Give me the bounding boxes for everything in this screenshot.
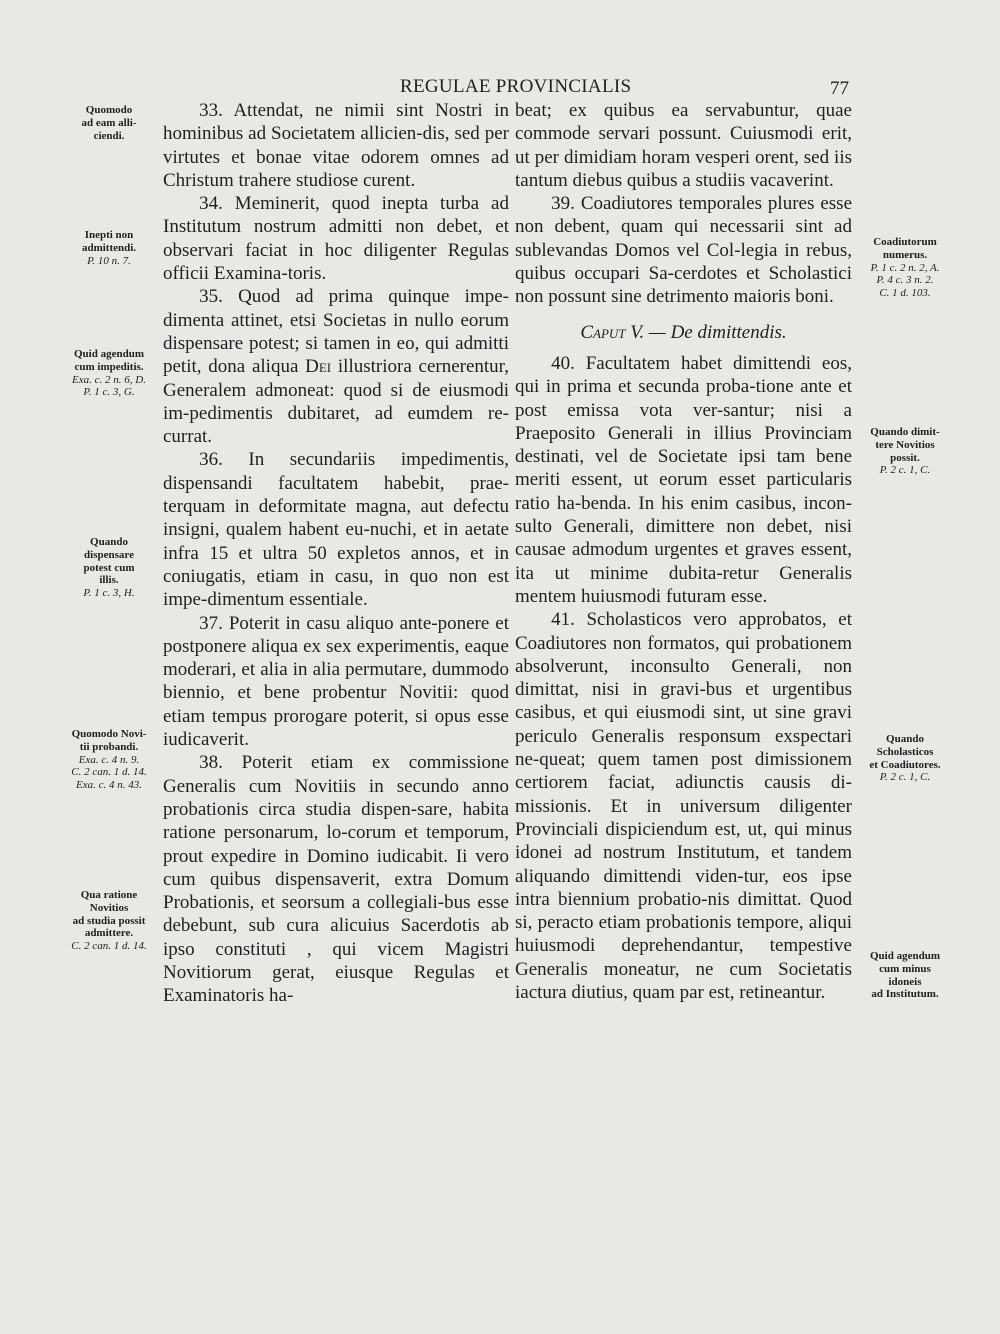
note-ref: P. 1 c. 3, H. <box>83 587 135 600</box>
note-line: Novitios <box>89 901 129 914</box>
note-ref: C. 2 can. 1 d. 14. <box>71 940 147 953</box>
chapter-label: Caput V. <box>580 321 645 343</box>
note-ref: Exa. c. 4 n. 9. <box>78 753 140 766</box>
paragraph-39: 39. Coadiutores temporales plures esse non debent, quam qui necessarii sint ad sublevandas Domos vel Col-legia in rebus, quibus occupari Sa-cerdotes et Scholastici non possunt sine detrimento maioris boni. <box>515 193 852 308</box>
margin-note-left-2 <box>60 229 158 267</box>
margin-note-left-1 <box>60 104 158 142</box>
note-line: cum minus <box>879 962 931 975</box>
chapter-title: — De dimittendis. <box>648 321 787 343</box>
note-line: ad studia possit <box>72 914 146 927</box>
note-line: potest cum <box>83 561 135 574</box>
note-ref: P. 1 c. 3, G. <box>83 386 135 399</box>
margin-note-right-3 <box>852 733 958 784</box>
margin-note-right-2 <box>852 426 958 477</box>
note-line: Qua ratione <box>80 889 138 901</box>
margin-note-left-6 <box>60 889 158 953</box>
note-ref: C. 2 can. 1 d. 14. <box>71 766 147 779</box>
paragraph-35-part-b: illustriora cernerentur, Generalem admoneat: quod si de eiusmodi im-pedimentis dubitaret, ad eumdem re-currat. <box>163 356 509 448</box>
note-line: admittere. <box>84 927 134 940</box>
paragraph-34: 34. Meminerit, quod inepta turba ad Institutum nostrum admitti non debet, et observari faciat in hoc diligenter Regulas officii Examina-toris. <box>163 193 509 285</box>
note-line: cum impeditis. <box>74 360 144 373</box>
note-ref: P. 2 c. 1, C. <box>879 771 931 784</box>
note-ref: P. 1 c. 2 n. 2, A. <box>870 261 940 274</box>
note-line: possit. <box>890 451 920 464</box>
chapter-heading <box>515 321 852 344</box>
note-line: ad Institutum. <box>871 988 939 1001</box>
note-ref: Exa. c. 2 n. 6, D. <box>72 373 146 386</box>
note-line: Quid agendum <box>870 950 940 962</box>
note-line: tii probandi. <box>79 740 139 753</box>
note-line: tere Novitios <box>875 438 935 451</box>
note-line: Quando <box>90 536 128 548</box>
margin-note-left-5 <box>60 728 158 792</box>
note-line: ciendi. <box>93 129 125 142</box>
note-ref: Exa. c. 4 n. 43. <box>76 779 142 792</box>
note-line: numerus. <box>882 248 928 261</box>
note-line: admittendi. <box>81 241 137 254</box>
paragraph-35 <box>163 285 509 448</box>
note-line: Quando dimit- <box>870 426 940 438</box>
margin-note-left-3 <box>60 348 158 399</box>
body-column-right <box>515 99 852 1004</box>
paragraph-36: 36. In secundariis impedimentis, dispensandi facultatem habebit, prae-terquam in deformitate magna, aut defectu insigni, qualem habent eu-nuchi, et in aetate infra 15 et ultra 50 expletos annos, et in coniugatis, etiam in casu, in quo non est impe-dimentum essentiale. <box>163 449 509 611</box>
note-line: Quomodo <box>85 104 133 116</box>
note-line: Coadiutorum <box>873 236 937 248</box>
paragraph-38-continued: beat; ex quibus ea servabuntur, quae commode servari possunt. Cuiusmodi erit, ut per dimidiam horam vesperi orent, sed iis tantum diebus quibus a studiis vacaverint. <box>515 100 852 191</box>
body-column-left <box>163 99 509 1008</box>
note-line: idoneis <box>888 975 922 988</box>
page-number: 77 <box>830 78 849 99</box>
running-head: REGULAE PROVINCIALIS <box>400 76 632 97</box>
note-line: Inepti non <box>84 229 134 241</box>
note-line: Quando <box>886 733 924 745</box>
note-ref: C. 1 d. 103. <box>879 287 931 300</box>
margin-note-right-1 <box>852 236 958 300</box>
margin-note-right-4 <box>852 950 958 1001</box>
paragraph-41: 41. Scholasticos vero approbatos, et Coadiutores non formatos, qui probationem absolverunt, inconsulto Generali, non dimittat, nisi in gravi-bus et urgentibus casibus, et qui eiusmodi sint, ut sine gravi periculo Generalis responsum exspectari ne-queat; quem tamen post dimissionem certiorem faciat, adiunctis causis di-missionis. Et in universum diligenter Provinciali dispiciendum est, ut, qui minus idonei ad nostrum Institutum, et tandem aliquando dimittendi viden-tur, eos ipse intra biennium probatio-nis dimittat. Quod si, peracto etiam probationis tempore, aliqui huiusmodi deprehendantur, tempestive Generalis moneatur, ne cum Societatis iactura diutius, quam par est, retineantur. <box>515 609 852 1003</box>
paragraph-38: 38. Poterit etiam ex commissione Generalis cum Novitiis in secundo anno probationis circa studia dispen-sare, habita ratione personarum, lo-corum et temporum, prout expedire in Domino iudicabit. Ii vero cum quibus dispensaverit, extra Domum Probationis, et seorsum a collegiali-bus esse debebunt, sub cura alicuius Sacerdotis ab ipso constituti , qui vicem Magistri Novitiorum gerat, eiusque Regulas et Examinatoris ha- <box>163 752 509 1007</box>
paragraph-37: 37. Poterit in casu aliquo ante-ponere et postponere aliqua ex sex experimentis, eaque moderari, et alia in alia permutare, dummodo biennio, et bene probentur Novitii: quod etiam tempus prorogare poterit, si opus esse iudicaverit. <box>163 612 509 751</box>
paragraph-35-part-a: 35. Quod ad prima quinque impe-dimenta attinet, etsi Societas in nullo eorum dispensare potest; si tamen in eo, qui admitti petit, dona aliqua <box>163 286 509 378</box>
note-line: et Coadiutores. <box>869 758 941 771</box>
note-ref: P. 2 c. 1, C. <box>879 464 931 477</box>
note-line: ad eam alli- <box>81 116 137 129</box>
note-ref: P. 10 n. 7. <box>87 254 131 267</box>
note-line: dispensare <box>84 548 134 561</box>
note-line: Scholasticos <box>876 745 934 758</box>
note-line: Quomodo Novi- <box>71 728 147 740</box>
paragraph-40: 40. Facultatem habet dimittendi eos, qui in prima et secunda proba-tione ante et post emissa vota ver-santur; nisi a Praeposito Generali in illius Provinciam destinati, vel de Societate ipsi tam bene meriti essent, ut eorum esset particularis ratio ha-benda. In his enim casibus, incon-sulto Generali, dimittere non debet, nisi causae admodum urgentes et graves essent, ita ut minime dubita-retur Generalis mentem huiusmodi futuram esse. <box>515 352 852 607</box>
margin-note-left-4 <box>60 536 158 600</box>
note-ref: P. 4 c. 3 n. 2. <box>876 274 934 287</box>
dei-word: Dei <box>305 356 332 378</box>
note-line: Quid agendum <box>74 348 144 360</box>
note-line: illis. <box>99 574 119 587</box>
paragraph-33: 33. Attendat, ne nimii sint Nostri in hominibus ad Societatem allicien-dis, sed per virtutes et bonae vitae odorem omnes ad Christum trahere studiose curent. <box>163 100 509 191</box>
